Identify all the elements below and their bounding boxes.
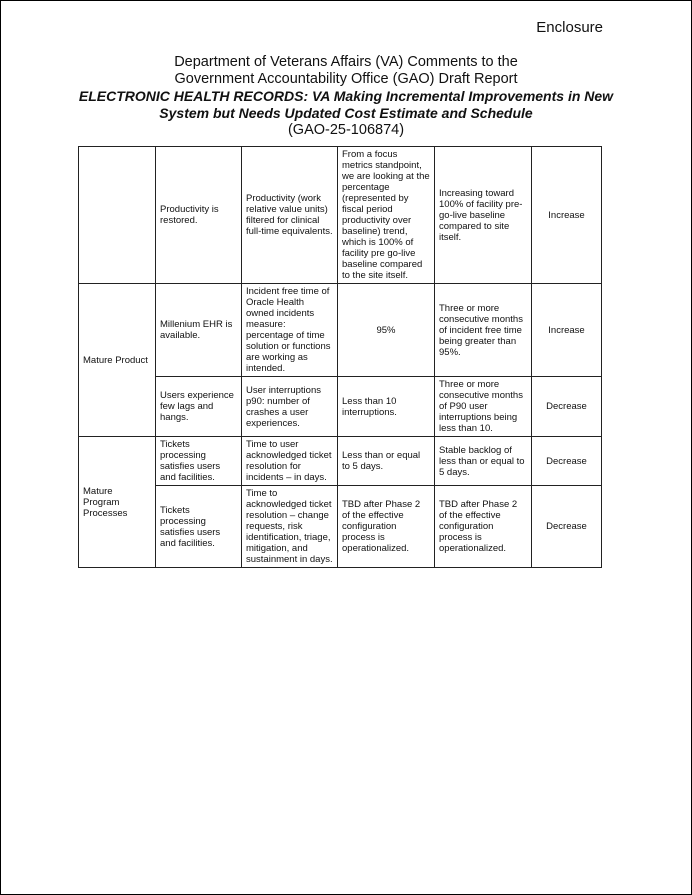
- measure-cell: Time to acknowledged ticket resolution – change requests, risk identification, triage, mitigation, and sustainment in days.: [242, 486, 338, 568]
- report-title-line-1: ELECTRONIC HEALTH RECORDS: VA Making Incremental Improvements in New: [78, 88, 614, 104]
- table-row: [79, 284, 602, 377]
- outcome-cell: Users experience few lags and hangs.: [156, 377, 242, 437]
- category-cell: [79, 147, 156, 284]
- table-row: [79, 437, 602, 486]
- measure-cell: Incident free time of Oracle Health owned incidents measure: percentage of time solution or functions are working as intended.: [242, 284, 338, 377]
- outcome-cell: Productivity is restored.: [156, 147, 242, 284]
- table-row: [79, 377, 602, 437]
- category-cell: Mature Product: [79, 284, 156, 437]
- metrics-table: [78, 146, 602, 568]
- target-cell: TBD after Phase 2 of the effective configuration process is operationalized.: [338, 486, 435, 568]
- goal-cell: Increasing toward 100% of facility pre-go-live baseline compared to site itself.: [435, 147, 532, 284]
- outcome-cell: Millenium EHR is available.: [156, 284, 242, 377]
- target-cell: 95%: [338, 284, 435, 377]
- target-cell: From a focus metrics standpoint, we are looking at the percentage (represented by fiscal period productivity over baseline) trend, which is 100% of facility pre go-live baseline compared to the site itself.: [338, 147, 435, 284]
- goal-cell: Three or more consecutive months of incident free time being greater than 95%.: [435, 284, 532, 377]
- target-cell: Less than or equal to 5 days.: [338, 437, 435, 486]
- report-number: (GAO-25-106874): [287, 122, 405, 138]
- direction-cell: Increase: [532, 284, 602, 377]
- goal-cell: TBD after Phase 2 of the effective configuration process is operationalized.: [435, 486, 532, 568]
- direction-cell: Increase: [532, 147, 602, 284]
- outcome-cell: Tickets processing satisfies users and facilities.: [156, 437, 242, 486]
- header-line-2: Government Accountability Office (GAO) Draft Report: [174, 71, 518, 87]
- target-cell: Less than 10 interruptions.: [338, 377, 435, 437]
- report-title-line-2: System but Needs Updated Cost Estimate and Schedule: [159, 105, 533, 121]
- goal-cell: Stable backlog of less than or equal to 5 days.: [435, 437, 532, 486]
- outcome-cell: Tickets processing satisfies users and facilities.: [156, 486, 242, 568]
- measure-cell: Time to user acknowledged ticket resolution for incidents – in days.: [242, 437, 338, 486]
- table-row: [79, 486, 602, 568]
- table-row: [79, 147, 602, 284]
- category-cell: Mature Program Processes: [79, 437, 156, 568]
- header-line-1: Department of Veterans Affairs (VA) Comments to the: [174, 54, 518, 70]
- measure-cell: User interruptions p90: number of crashes a user experiences.: [242, 377, 338, 437]
- direction-cell: Decrease: [532, 486, 602, 568]
- direction-cell: Decrease: [532, 377, 602, 437]
- measure-cell: Productivity (work relative value units) filtered for clinical full-time equivalents.: [242, 147, 338, 284]
- enclosure-label: Enclosure: [536, 19, 603, 36]
- document-header: [1, 54, 691, 139]
- goal-cell: Three or more consecutive months of P90 user interruptions being less than 10.: [435, 377, 532, 437]
- direction-cell: Decrease: [532, 437, 602, 486]
